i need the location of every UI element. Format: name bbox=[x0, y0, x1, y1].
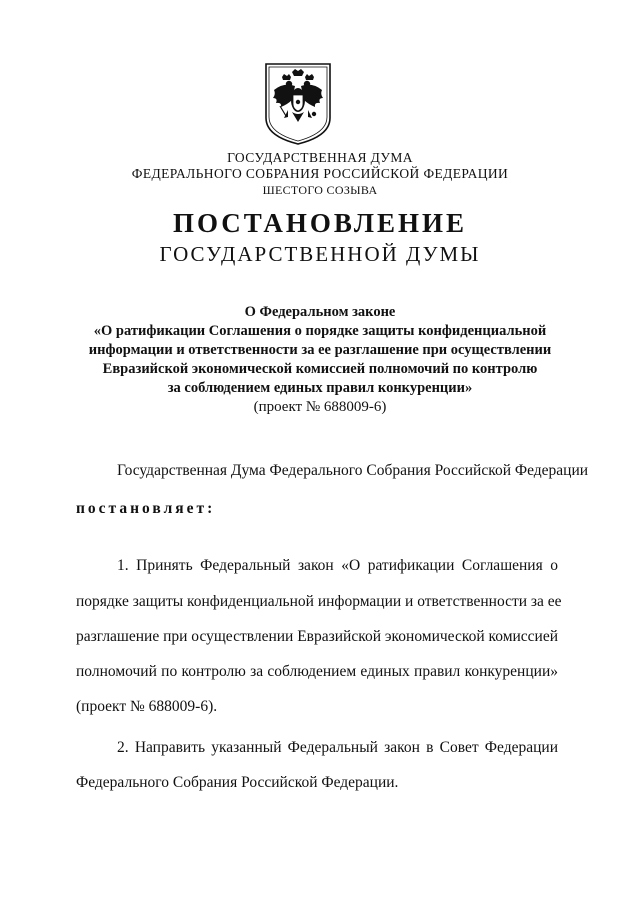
project-number: (проект № 688009-6) bbox=[253, 399, 387, 415]
document-subtitle: ГОСУДАРСТВЕННОЙ ДУМЫ bbox=[159, 242, 481, 266]
preamble: Государственная Дума Федерального Собрания Российской Федерации bbox=[117, 462, 589, 479]
law-title-line: О Федеральном законе bbox=[244, 304, 396, 320]
item-1-line: порядке защиты конфиденциальной информации и ответственности за ее bbox=[76, 593, 562, 610]
law-title-line: за соблюдением единых правил конкуренции» bbox=[167, 380, 473, 396]
item-1-line: полномочий по контролю за соблюдением единых правил конкуренции» bbox=[76, 663, 558, 680]
item-1-line: разглашение при осуществлении Евразийской экономической комиссией bbox=[76, 628, 559, 645]
header-line-convocation: ШЕСТОГО СОЗЫВА bbox=[262, 183, 378, 197]
item-2-line: Федерального Собрания Российской Федерации. bbox=[76, 774, 399, 791]
law-title-line: Евразийской экономической комиссией полномочий по контролю bbox=[102, 361, 538, 377]
item-1-line: (проект № 688009-6). bbox=[76, 698, 218, 715]
item-1-line: 1. Принять Федеральный закон «О ратификации Соглашения о bbox=[117, 557, 558, 574]
item-2-line: 2. Направить указанный Федеральный закон в Совет Федерации bbox=[117, 739, 558, 756]
issuer-header bbox=[0, 150, 640, 198]
resolves-word: постановляет: bbox=[76, 500, 216, 517]
law-title-line: информации и ответственности за ее разглашение при осуществлении bbox=[88, 342, 552, 358]
document-title: ПОСТАНОВЛЕНИЕ bbox=[172, 208, 468, 238]
law-title-block bbox=[0, 303, 640, 417]
law-title-line: «О ратификации Соглашения о порядке защиты конфиденциальной bbox=[93, 323, 547, 339]
russian-coat-of-arms-icon bbox=[262, 60, 334, 146]
header-line-duma: ГОСУДАРСТВЕННАЯ ДУМА bbox=[227, 150, 413, 165]
header-line-federal-assembly: ФЕДЕРАЛЬНОГО СОБРАНИЯ РОССИЙСКОЙ ФЕДЕРАЦИИ bbox=[131, 166, 509, 181]
